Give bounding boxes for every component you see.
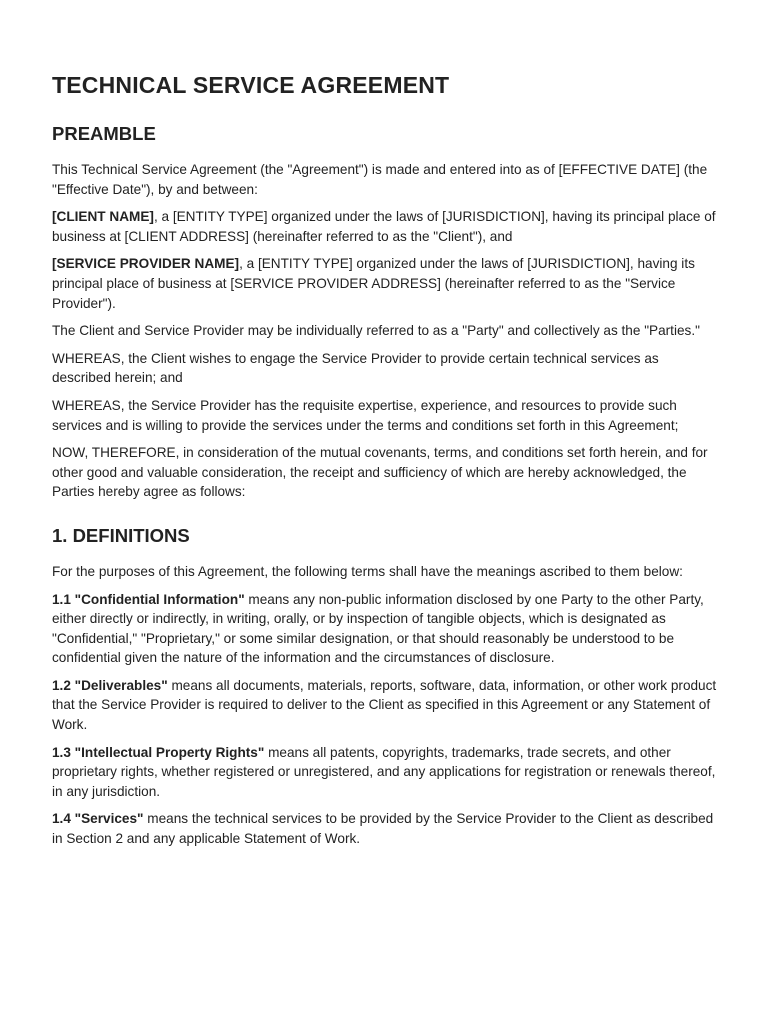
preamble-paragraph-client [52,207,718,246]
provider-name-placeholder: [SERVICE PROVIDER NAME] [52,256,240,272]
preamble-now-therefore: NOW, THEREFORE, in consideration of the mutual covenants, terms, and conditions set forth herein, and for other good and valuable consideration, the receipt and sufficiency of which are hereby acknowledged, the Parties hereby agree as follows: [52,445,708,500]
definition-item [52,590,718,668]
definition-text: means all patents, copyrights, trademarks, trade secrets, and other proprietary rights, whether registered or unregistered, and any applications for registration or renewals thereof, in any jurisdiction. [52,744,716,799]
definition-term: 1.4 "Services" [52,811,144,827]
definition-text: means all documents, materials, reports, software, data, information, or other work product that the Service Provider is required to deliver to the Client as specified in this Agreement or any Statement of Work. [52,677,717,733]
definition-term: 1.3 "Intellectual Property Rights" [52,744,265,760]
client-description: , a [ENTITY TYPE] organized under the laws of [JURISDICTION], having its principal place of business at [CLIENT ADDRESS] (hereinafter referred to as the "Client"), and [52,209,716,244]
definition-term: 1.2 "Deliverables" [52,677,168,693]
preamble-paragraph-provider [52,254,718,313]
preamble-whereas-provider: WHEREAS, the Service Provider has the requisite expertise, experience, and resources to provide such services and is willing to provide the services under the terms and conditions set forth in this Agreement; [52,397,679,433]
client-name-placeholder: [CLIENT NAME] [52,209,154,225]
preamble-paragraph-parties: The Client and Service Provider may be individually referred to as a "Party" and collectively as the "Parties." [52,323,700,339]
definition-term: 1.1 "Confidential Information" [52,591,245,607]
provider-description: , a [ENTITY TYPE] organized under the laws of [JURISDICTION], having its principal place of business at [SERVICE PROVIDER ADDRESS] (hereinafter referred to as the "Service Provider"). [52,256,695,311]
definition-item [52,809,718,848]
definition-text: means any non-public information disclosed by one Party to the other Party, either directly or indirectly, in writing, orally, or by inspection of tangible objects, which is designated as "Confidential," "Proprietary," or some similar designation, or that should reasonably be understood to be confidential given the nature of the information and the circumstances of disclosure. [52,591,704,666]
definitions-heading: 1. DEFINITIONS [52,524,190,546]
preamble-heading: PREAMBLE [52,123,156,144]
definitions-intro: For the purposes of this Agreement, the following terms shall have the meanings ascribed to them below: [52,563,683,579]
definition-text: means the technical services to be provided by the Service Provider to the Client as described in Section 2 and any applicable Statement of Work. [52,811,714,847]
preamble-whereas-client: WHEREAS, the Client wishes to engage the Service Provider to provide certain technical services as described herein; and [52,350,659,386]
preamble-paragraph-intro: This Technical Service Agreement (the "Agreement") is made and entered into as of [EFFECTIVE DATE] (the "Effective Date"), by and between: [52,162,708,197]
definition-item [52,676,718,735]
definition-item [52,743,718,802]
document-title: TECHNICAL SERVICE AGREEMENT [52,72,450,98]
